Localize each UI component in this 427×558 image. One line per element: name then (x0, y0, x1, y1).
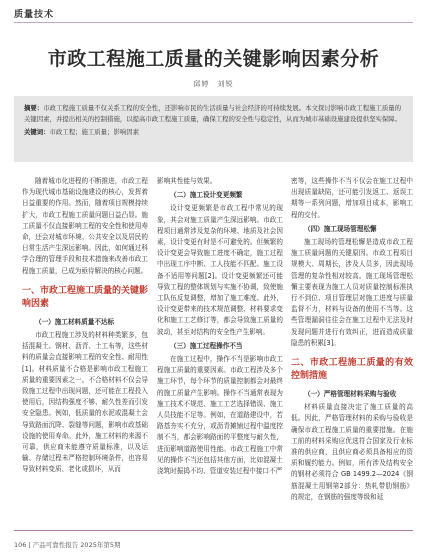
page-footer (0, 530, 427, 558)
abstract-text: 市政工程施工质量不仅关系工程的安全性，还影响市民的生活质量与社会经济的可持续发展。本文探讨影响市政工程施工质量的关键因素，并提出相关的控制措施，以提高市政工程施工质量，确保工程的安全性与稳定性，从而为城市基础设施建设提供坚实保障。 (24, 104, 402, 123)
keywords-label: 关键词： (24, 128, 50, 136)
subheading-design-changes: （二）施工设计变更频繁 (170, 191, 243, 200)
section-heading-2: 二、市政工程施工质量的有效控制措施 (291, 358, 413, 382)
intro-paragraph: 随着城市化进程的不断推进，市政工程作为现代城市基础设施建设的核心，发挥着日益重要的作用。然而，随着项目规模持续扩大，市政工程施工质量问题日益凸显。施工质量不仅直接影响工程的安全性和使用寿命，还会对城市环境、公共安全以及居民的日常生活产生深远影响。因此，如何通过科学合理的管理手段和技术措施来改善市政工程施工质量，已成为亟待解决的核心问题。 (22, 177, 148, 275)
section-heading-1: 一、市政工程施工质量的关键影响因素 (22, 285, 148, 309)
abstract-label: 摘要： (24, 104, 44, 112)
subheading-material-procurement: （一）严格管理材料采购与验收 (304, 390, 397, 399)
keywords-text: 市政工程；施工质量；影响因素 (49, 128, 140, 136)
subheading-materials: （一）施工材料质量不达标 (35, 317, 115, 326)
article-authors: 邱婷 刘锐 (193, 80, 234, 88)
subheading-site-management: （四）施工现场管理松懈 (304, 224, 377, 233)
footer-divider (14, 530, 413, 531)
subheading-improper-operation: （三）施工过程操作不当 (170, 341, 243, 350)
section-label: 质量技术 (14, 10, 55, 20)
body-column-1 (22, 176, 148, 528)
abstract-box (14, 96, 413, 162)
page-header (0, 0, 427, 24)
materials-paragraph: 市政工程施工涉及的材料种类繁多，包括混凝土、钢材、沥青、土工布等，这些材料的质量会直接影响工程的安全性、耐用性[1]。材料质量不合格是影响市政工程施工质量的重要因素之一。不合格材料不仅会导致施工过程中出现问题，还可能在工程投入使用后，因结构强度不够、耐久性差而引发安全隐患。例如，低质量的水泥或混凝土会导致路面沉降、裂缝等问题，影响市政基础设施的使用寿命。此外，施工材料的来源不可靠，供应商未能遵守质量标准，以及运输、存储过程未严格控制环境条件，也容易导致材料变质、老化或损坏，从而 (22, 331, 148, 474)
keywords-paragraph (24, 127, 403, 138)
body-column-2 (157, 176, 283, 528)
abstract-paragraph (24, 103, 403, 124)
materials-paragraph-continued: 影响其性能与效果。 (157, 177, 217, 185)
improper-operation-paragraph-continued: 密等，这些操作不当不仅会在施工过程中出现质量缺陷，还可能引发返工、返误工期等一系列问题，增加项目成本，影响工程的交付。 (291, 177, 413, 219)
improper-operation-paragraph: 在施工过程中，操作不当是影响市政工程施工质量的重要因素。市政工程涉及多个施工环节，每个环节的质量控制都会对最终的施工质量产生影响。操作不当通常表现为施工技术不规范、施工工艺选择错误、施工人员技能不足等。例如，在道路建设中，若路基夯实不充分，或沥青摊铺过程中温度控制不当，都会影响路面的平整度与耐久性，进而影响道路使用性能。市政工程施工中常见的操作不当还包括其他方面，比如混凝土浇筑时振捣不均、管道安装过程中接口不严 (157, 355, 283, 476)
page-number-info: 106 | 产品可靠性报告 2025年第5期 (14, 541, 121, 549)
design-changes-paragraph: 设计变更频繁是市政工程中常见的现象，其会对施工质量产生深远影响。市政工程项目通常涉及复杂的环境、地质及社会因素，设计变更有时是不可避免的。但频繁的设计变更会导致施工进度不确定，施工过程中出现工序中断、工人技能不匹配、施工设备不适用等问题[2]。设计变更频繁还可能导致工程的整体规划与实施不协调，致使施工队伍反复调整，增加了施工难度。此外，设计变更带来的技术规范调整、材料要求变化和施工工艺修订等，都会导致施工质量的波动，甚至对结构的安全性产生影响。 (157, 204, 283, 336)
site-management-paragraph: 施工现场的管理松懈是造成市政工程施工质量问题的关键原因。市政工程项目规模大、周期长，涉及人员多，因此现场管理的复杂性相对较高。施工现场管理松懈主要表现为施工人员对质量控制标准执行不到位、项目管理层对施工进度与质量监督不力，材料与设备的使用不当等。这些管理漏洞往往会在施工过程中无法及时发现问题并进行有效纠正，进而造成质量隐患的积累[3]。 (291, 238, 413, 347)
header-divider (14, 22, 413, 23)
material-procurement-paragraph: 材料质量直接决定了施工质量的高低。因此，严格管理材料的采购与验收是确保市政工程施工质量的重要措施。在施工前的材料采购应优选符合国家及行业标准的供应商，且供应商必须具备相应的资质和履约能力。例如，所有涉及结构安全的钢材必须符合 GB 1499.2—2024《钢筋混凝土用钢第2部分：热轧带肋钢筋》的规定，在钢筋的强度等级和延 (291, 403, 413, 501)
body-column-3 (291, 176, 413, 528)
article-title: 市政工程施工质量的关键影响因素分析 (47, 48, 380, 70)
